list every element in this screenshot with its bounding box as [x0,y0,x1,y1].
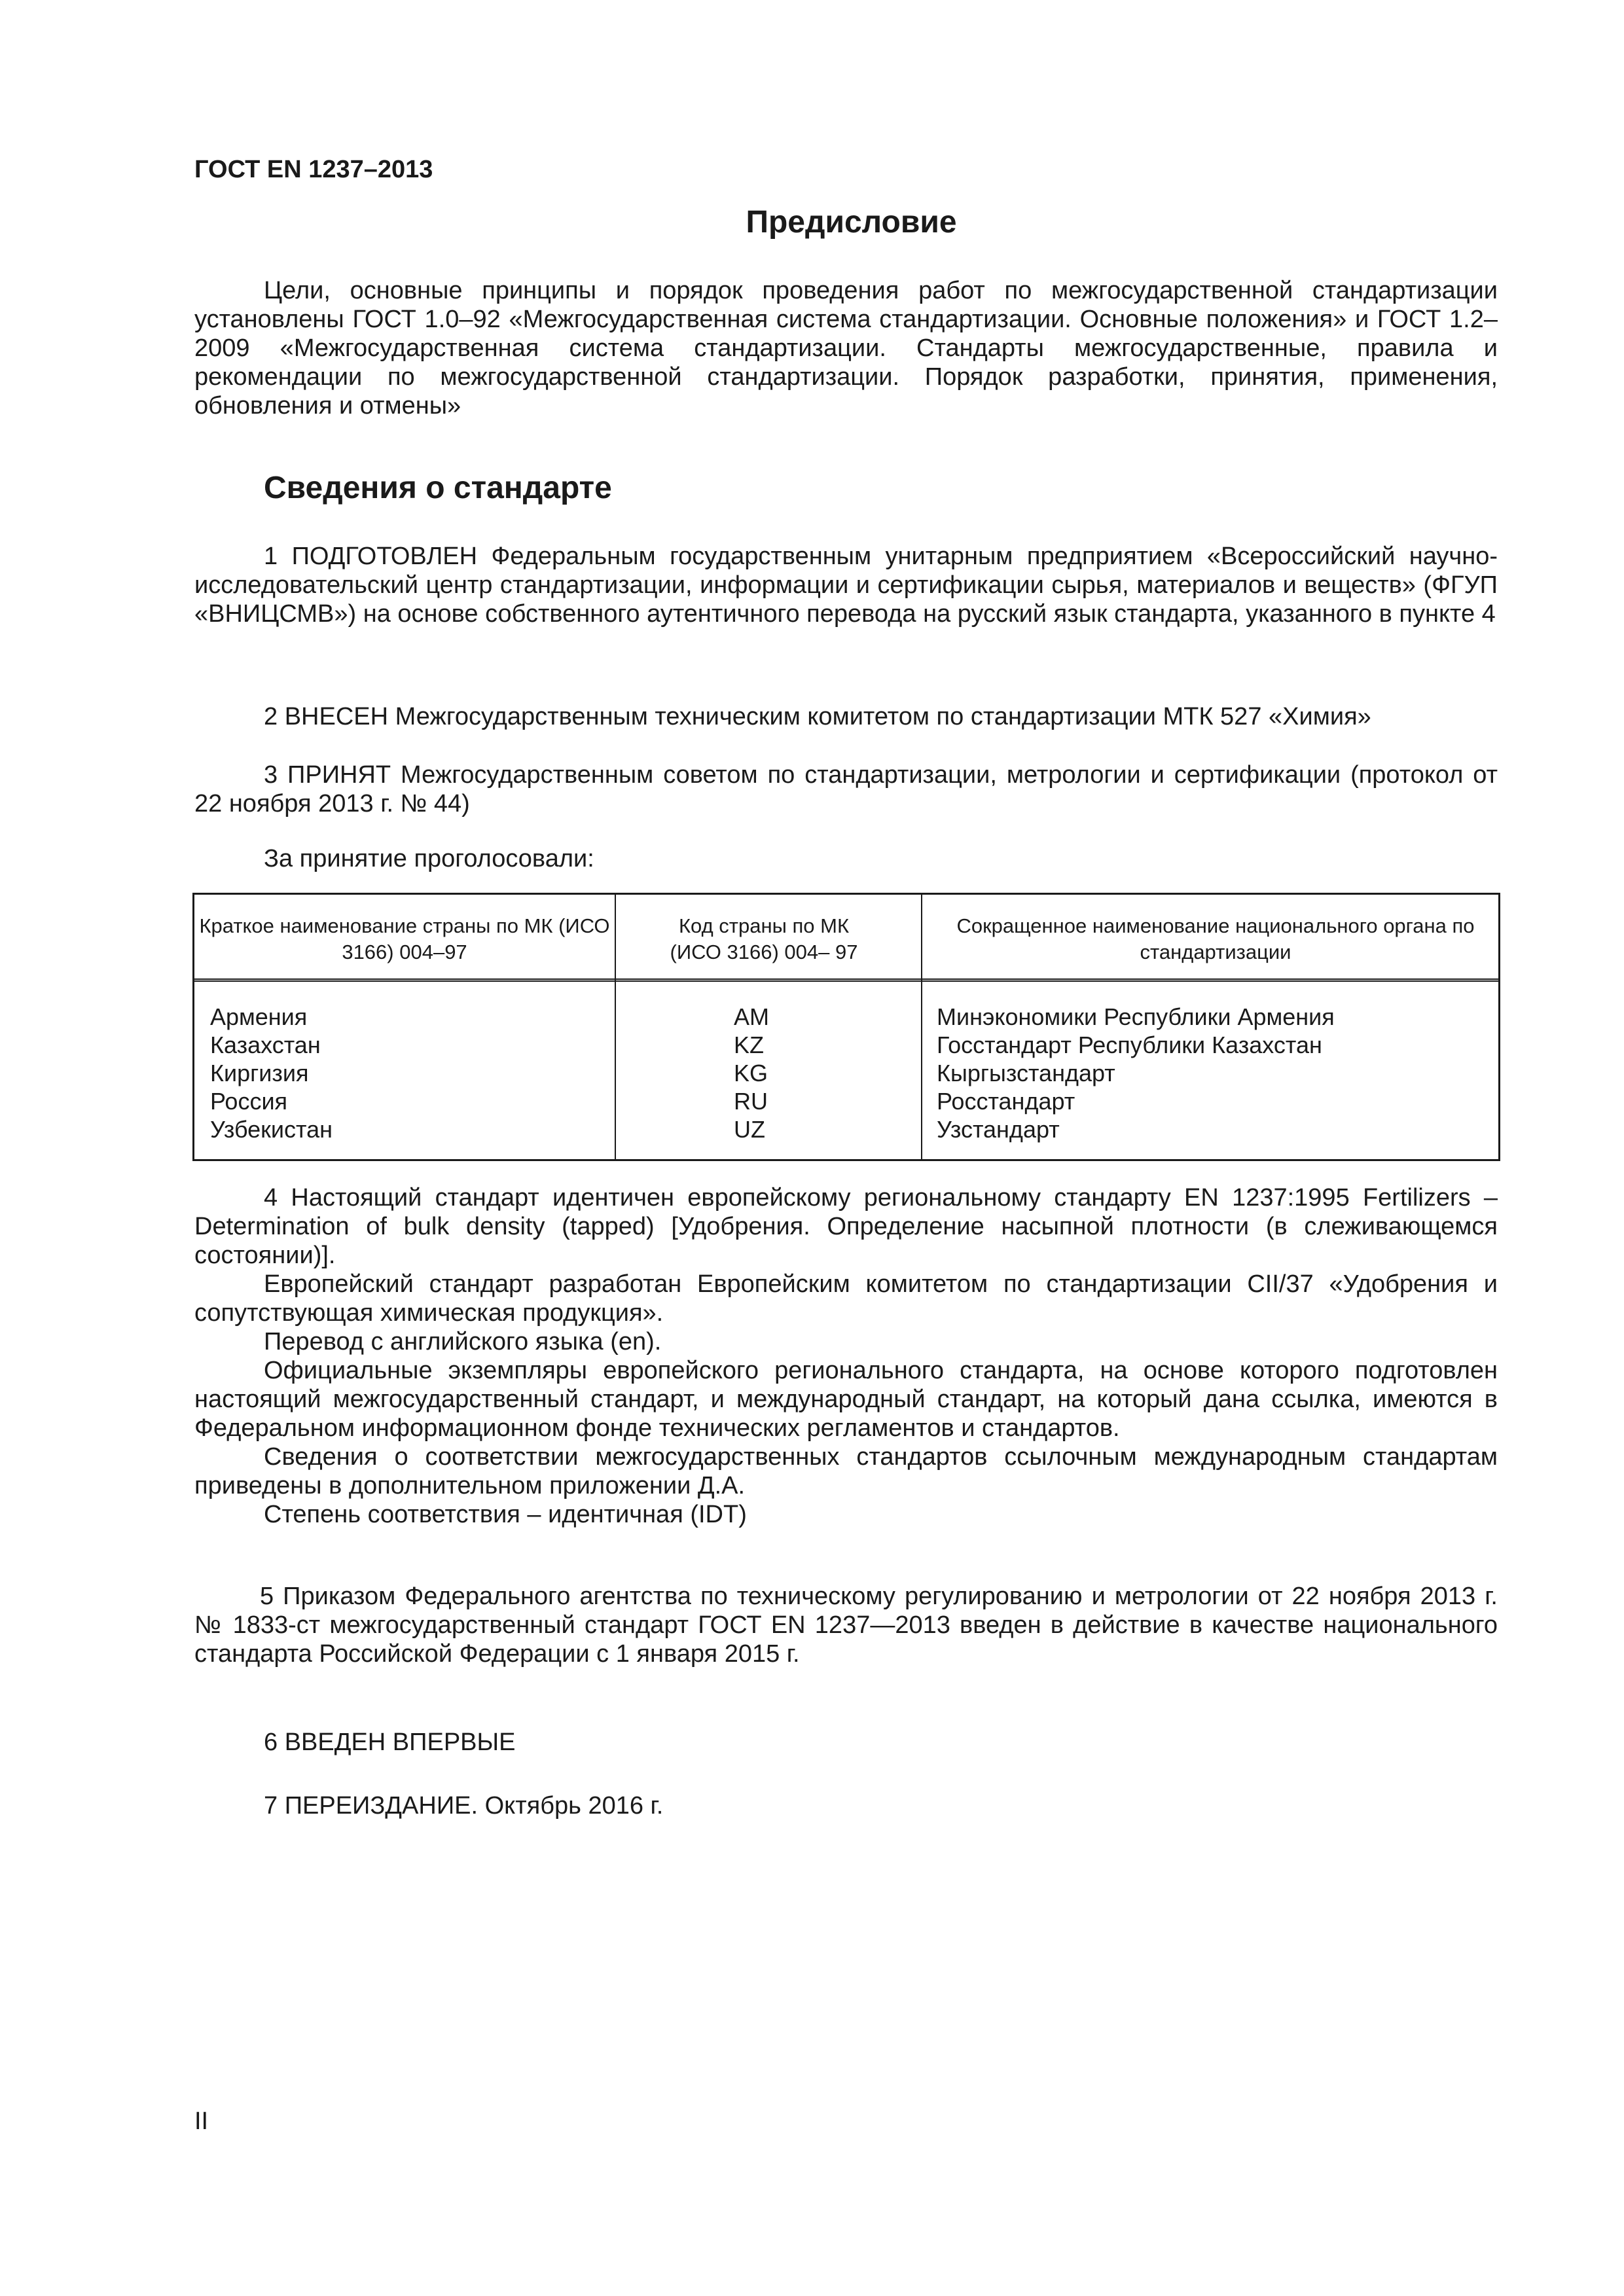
table-cell: Узстандарт [937,1116,1060,1143]
info-section-title: Сведения о стандарте [264,471,612,505]
header-national-body: Сокращенное наименование национального органа по стандартизации [956,914,1475,963]
country-names-column [210,1003,333,1143]
page-number: II [194,2108,209,2135]
item-4-paragraph: Европейский стандарт разработан Европейским комитетом по стандартизации CII/37 «Удобрения и сопутствующая химическая продукция». [194,1270,1498,1327]
item-4-paragraph: Официальные экземпляры европейского регионального стандарта, на основе которого подготовлен настоящий межгосударственный стандарт, и международный стандарт, на который дана ссылка, имеются в Федеральном информационном фонде технических регламентов и стандартов. [194,1357,1498,1442]
foreword-title: Предисловие [746,205,957,240]
table-cell: Россия [210,1088,288,1115]
item-4-paragraph: Перевод с английского языка (en). [264,1328,662,1355]
table-cell: Армения [210,1003,308,1030]
table-cell: KG [734,1060,768,1086]
column-divider [921,895,922,1159]
document-code: ГОСТ EN 1237–2013 [194,156,433,183]
voting-table [192,893,1500,1161]
header-country-name: Краткое наименование страны по МК (ИСО 3166) 004–97 [199,914,610,963]
table-cell: Узбекистан [210,1116,333,1143]
table-cell: Кыргызстандарт [937,1060,1115,1086]
table-cell: Минэкономики Республики Армения [937,1003,1335,1030]
info-item-4 [194,1183,1498,1529]
info-item-7: 7 ПЕРЕИЗДАНИЕ. Октябрь 2016 г. [264,1792,664,1820]
table-cell: Госстандарт Республики Казахстан [937,1031,1322,1058]
info-item-3: 3 ПРИНЯТ Межгосударственным советом по стандартизации, метрологии и сертификации (протокол от 22 ноября 2013 г. № 44) [194,761,1498,817]
table-cell: RU [734,1088,768,1115]
foreword-text: Цели, основные принципы и порядок проведения работ по межгосударственной стандартизации установлены ГОСТ 1.0–92 «Межгосударственная система стандартизации. Основные положения» и ГОСТ 1.2–2009 «Межгосударственная система стандартизации. Стандарты межгосударственные, правила и рекомендации по межгосударственной стандартизации. Порядок разработки, принятия, применения, обновления и отмены» [194,277,1498,420]
voted-label: За принятие проголосовали: [264,845,594,872]
info-item-1: 1 ПОДГОТОВЛЕН Федеральным государственным унитарным предприятием «Всероссийский научно-исследовательский центр стандартизации, информации и сертификации сырья, материалов и веществ» (ФГУП «ВНИЦСМВ») на основе собственного аутентичного перевода на русский язык стандарта, указанного в пункте 4 [194,543,1498,628]
table-cell: KZ [734,1031,765,1058]
info-item-2: 2 ВНЕСЕН Межгосударственным техническим комитетом по стандартизации МТК 527 «Химия» [264,703,1371,730]
column-divider [615,895,616,1159]
table-cell: Казахстан [210,1031,321,1058]
national-bodies-column [937,1003,1335,1143]
header-country-code: Код страны по МК (ИСО 3166) 004– 97 [670,914,858,963]
info-item-6: 6 ВВЕДЕН ВПЕРВЫЕ [264,1729,516,1756]
info-item-5: 5 Приказом Федерального агентства по техническому регулированию и метрологии от 22 ноября 2013 г. № 1833-ст межгосударственный стандарт ГОСТ EN 1237—2013 введен в действие в качестве национального стандарта Российской Федерации с 1 января 2015 г. [194,1583,1498,1668]
table-cell: Росстандарт [937,1088,1075,1115]
item-4-paragraph: 4 Настоящий стандарт идентичен европейскому региональному стандарту EN 1237:1995 Fertilizers – Determination of bulk density (tapped) [Удобрения. Определение насыпной плотности (в слеживающемся состоянии)]. [194,1184,1498,1269]
item-4-paragraph: Степень соответствия – идентичная (IDT) [264,1501,747,1528]
header-rule [194,978,1498,982]
country-codes-column [734,1003,769,1143]
table-cell: AM [734,1003,769,1030]
table-cell: Киргизия [210,1060,309,1086]
item-4-paragraph: Сведения о соответствии межгосударственных стандартов ссылочным международным стандартам приведены в дополнительном приложении Д.А. [194,1443,1498,1499]
table-cell: UZ [734,1116,765,1143]
